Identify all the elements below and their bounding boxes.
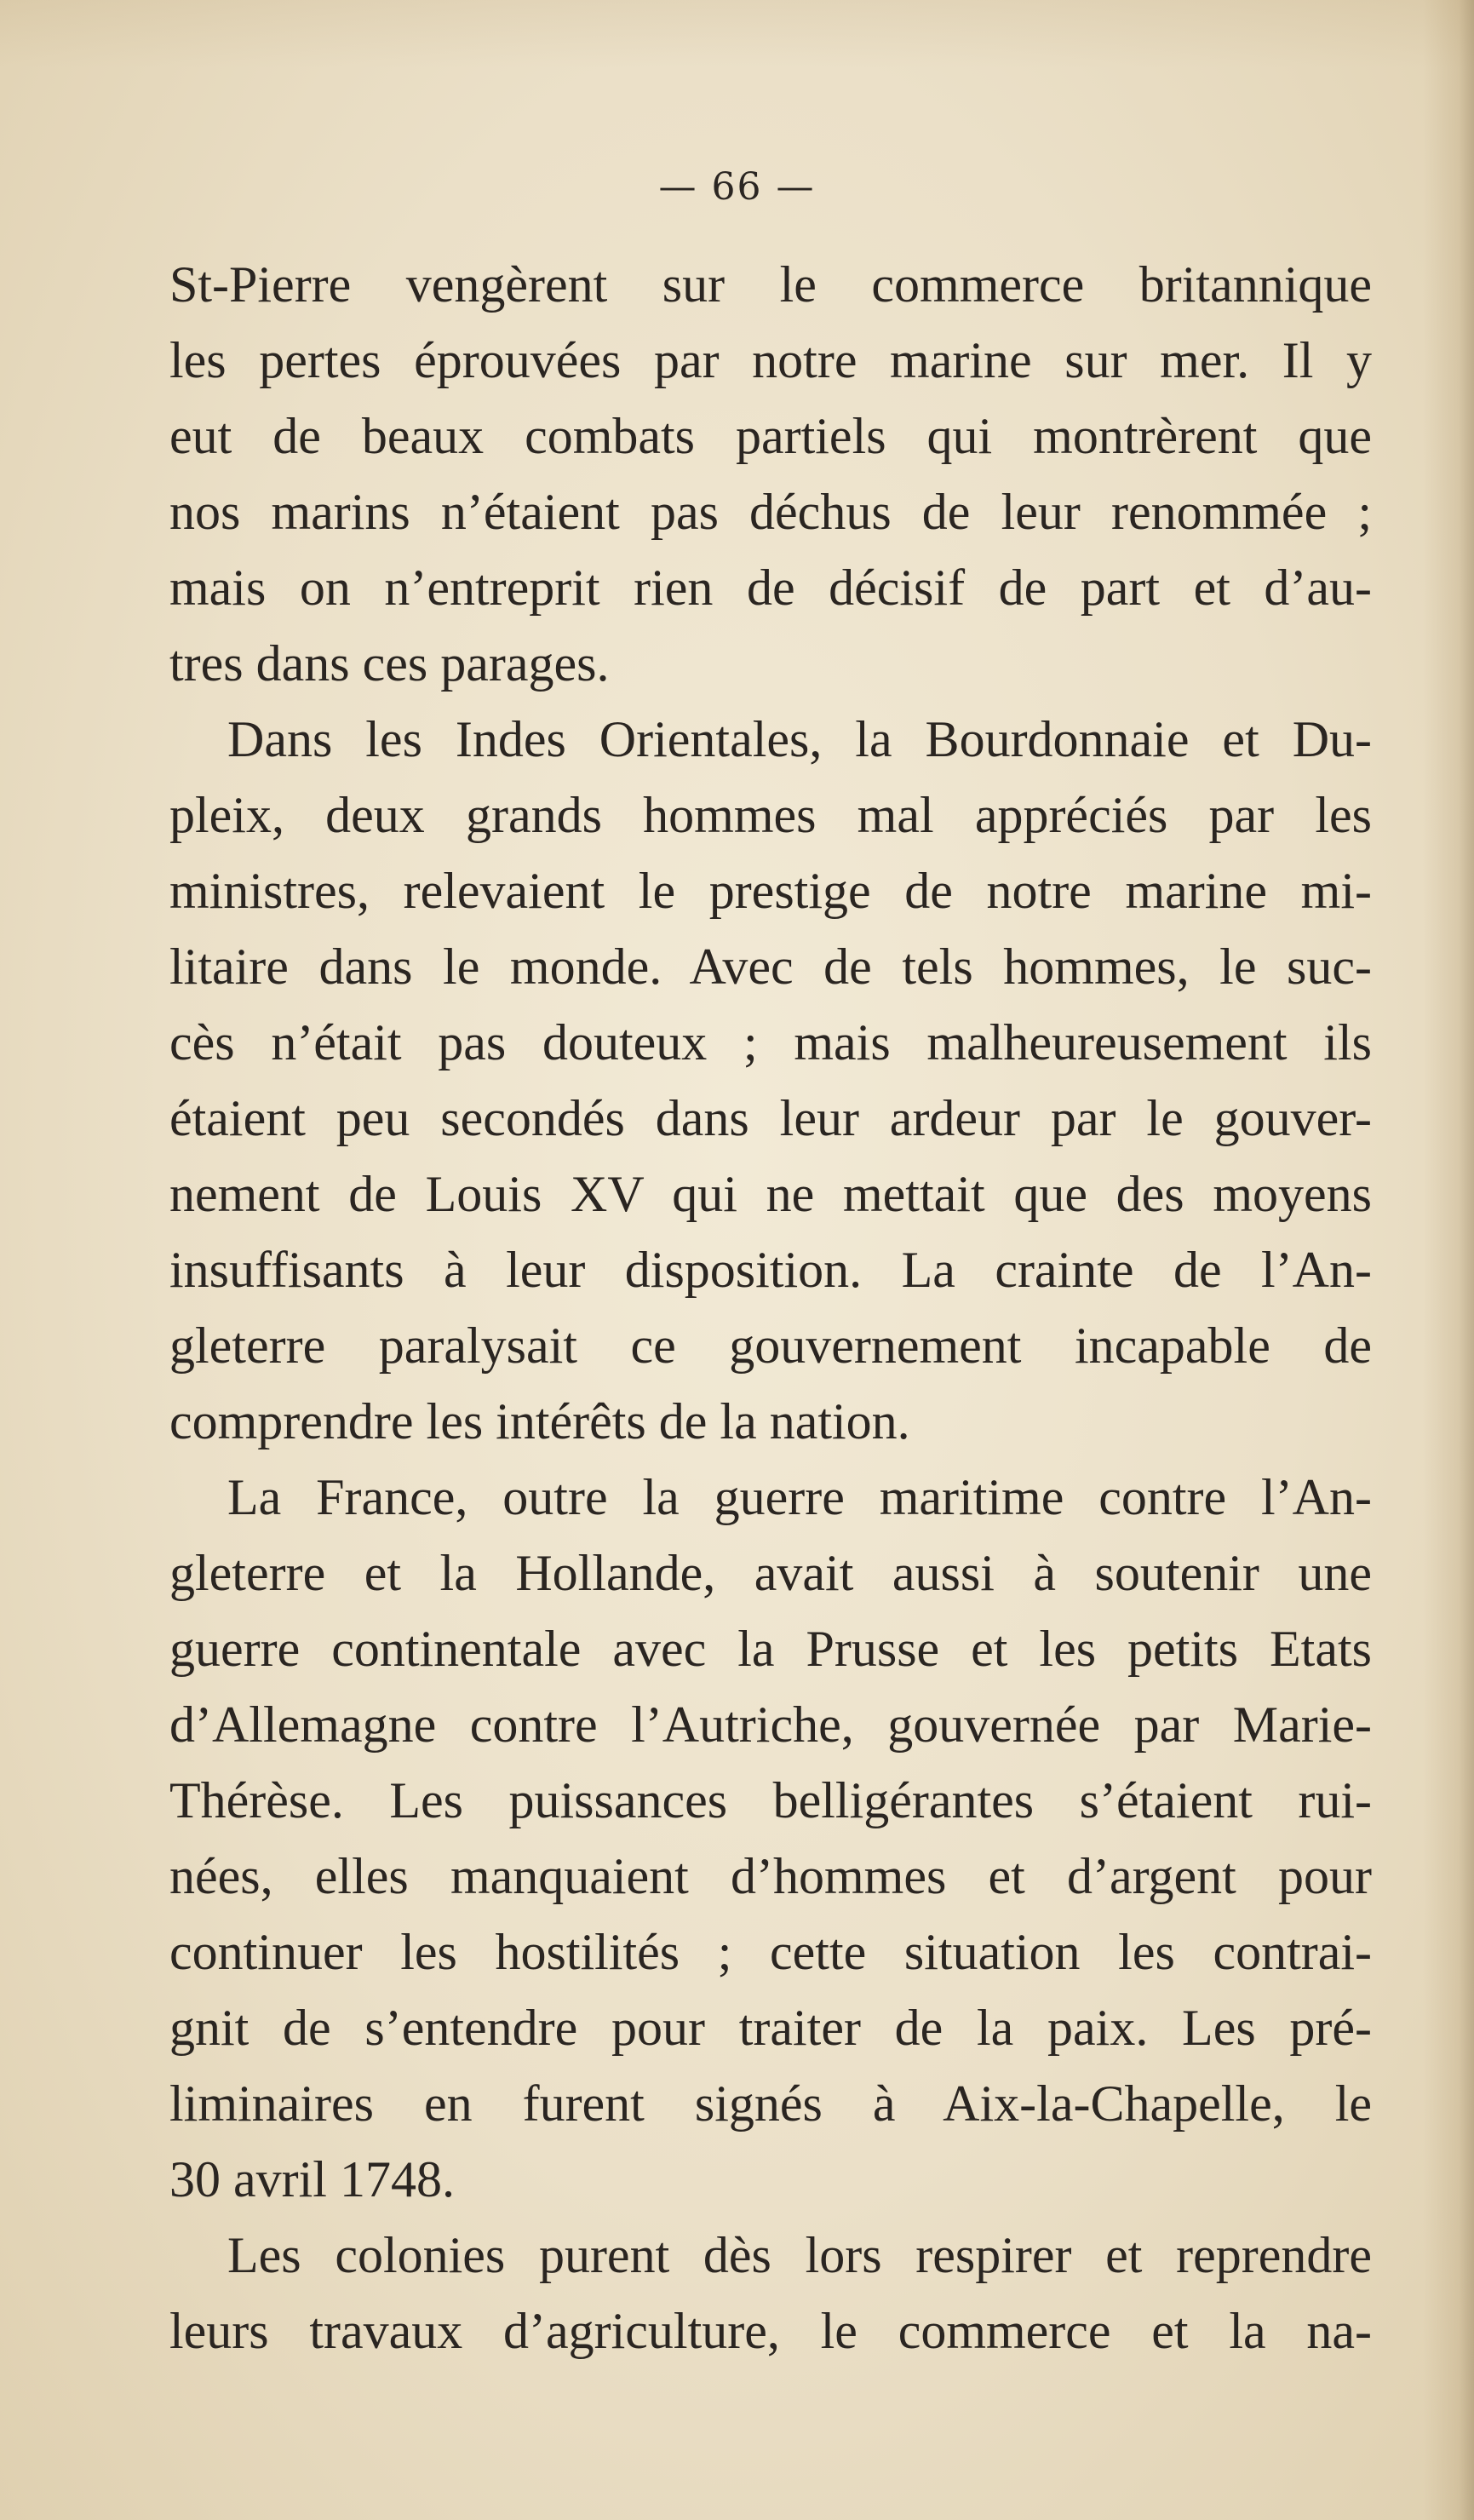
text-line: leurs travaux d’agriculture, le commerce et la na- <box>169 2303 1372 2359</box>
text-line: nées, elles manquaient d’hommes et d’argent pour <box>169 1848 1372 1904</box>
text-line: guerre continentale avec la Prusse et les petits Etats <box>169 1621 1372 1677</box>
text-line: gleterre paralysait ce gouvernement incapable de <box>169 1317 1372 1374</box>
text-line: 30 avril 1748. <box>169 2151 455 2207</box>
text-line: ministres, relevaient le prestige de notre marine mi- <box>169 863 1372 919</box>
text-line: d’Allemagne contre l’Autriche, gouvernée par Marie- <box>169 1696 1372 1753</box>
page-top-shading <box>0 0 1474 68</box>
text-line: continuer les hostilités ; cette situation les contrai- <box>169 1924 1372 1980</box>
text-line: étaient peu secondés dans leur ardeur par le gouver- <box>169 1090 1372 1146</box>
text-line: liminaires en furent signés à Aix-la-Chapelle, le <box>169 2075 1372 2132</box>
text-line: gleterre et la Hollande, avait aussi à soutenir une <box>169 1545 1372 1601</box>
text-line: tres dans ces parages. <box>169 635 610 692</box>
text-line: mais on n’entreprit rien de décisif de part et d’au- <box>169 560 1372 616</box>
text-line: eut de beaux combats partiels qui montrèrent que <box>169 408 1372 464</box>
text-line: cès n’était pas douteux ; mais malheureusement ils <box>169 1014 1372 1071</box>
text-line: les pertes éprouvées par notre marine sur mer. Il y <box>169 332 1372 388</box>
text-line: pleix, deux grands hommes mal appréciés par les <box>169 787 1372 843</box>
text-line: Thérèse. Les puissances belligérantes s’étaient rui- <box>169 1772 1372 1828</box>
text-line: La France, outre la guerre maritime contre l’An- <box>227 1469 1372 1525</box>
text-line: litaire dans le monde. Avec de tels hommes, le suc- <box>169 939 1372 995</box>
text-line: insuffisants à leur disposition. La crainte de l’An- <box>169 1242 1372 1298</box>
text-line: St-Pierre vengèrent sur le commerce britannique <box>169 256 1372 313</box>
text-line: nos marins n’étaient pas déchus de leur renommée ; <box>169 484 1372 540</box>
text-line: comprendre les intérêts de la nation. <box>169 1393 910 1449</box>
page-edge-shading <box>1423 0 1474 2520</box>
text-line: nement de Louis XV qui ne mettait que des moyens <box>169 1166 1372 1222</box>
text-line: Dans les Indes Orientales, la Bourdonnaie et Du- <box>227 711 1372 767</box>
page-number: — 66 — <box>658 165 816 209</box>
text-line: gnit de s’entendre pour traiter de la paix. Les pré- <box>169 2000 1372 2056</box>
text-line: Les colonies purent dès lors respirer et reprendre <box>227 2227 1372 2283</box>
body-text <box>169 247 1372 2369</box>
